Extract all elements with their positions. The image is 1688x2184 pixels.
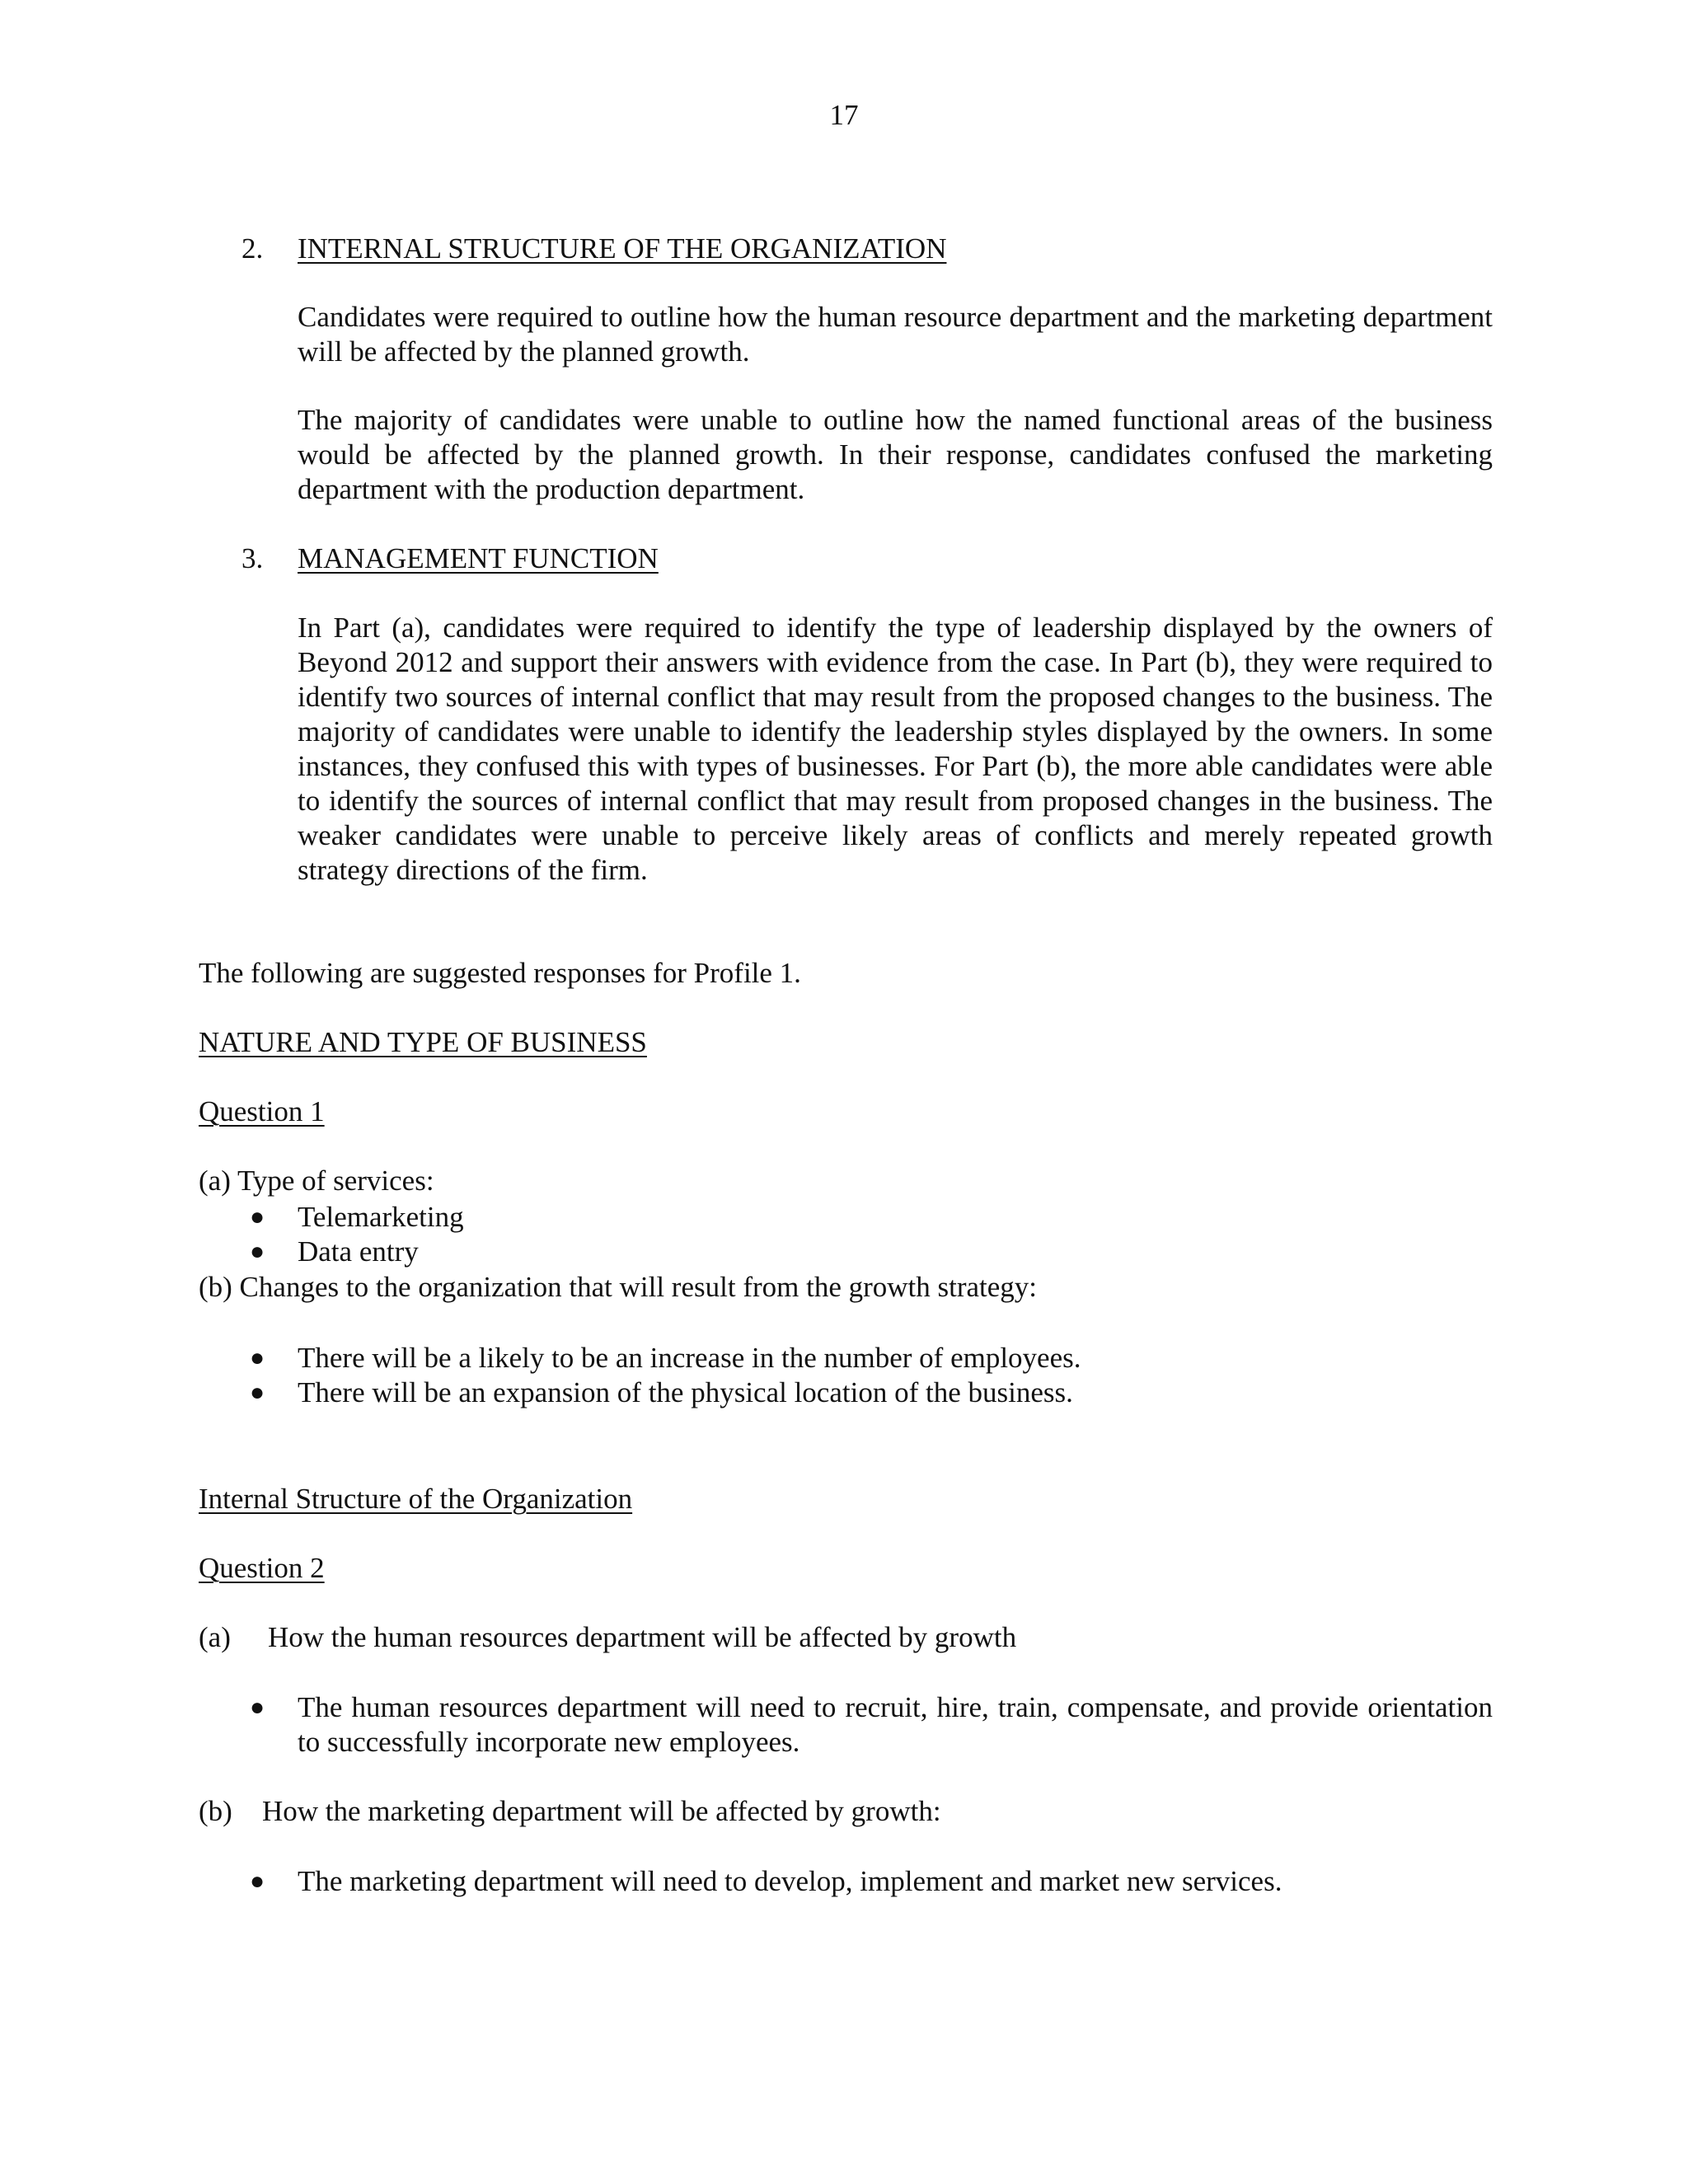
- list-item-text: The human resources department will need to recruit, hire, train, compensate, and provide orientation to successfully incorporate new employees.: [298, 1691, 1493, 1758]
- list-item-text: There will be a likely to be an increase in the number of employees.: [298, 1342, 1081, 1374]
- question-2-part-b-label: How the marketing department will be affected by growth:: [262, 1795, 941, 1827]
- section-3-heading: [298, 541, 659, 576]
- list-item: [199, 1200, 1493, 1235]
- bullet-icon: ●: [250, 1203, 265, 1230]
- list-item: [199, 1376, 1493, 1410]
- question-1-part-a-list: [199, 1200, 1493, 1269]
- section-2-paragraph-2: The majority of candidates were unable to outline how the named functional areas of the business would be affected by the planned growth. In their response, candidates confused the marketing department with the production department.: [298, 404, 1493, 505]
- section-3-number: 3.: [241, 542, 264, 574]
- list-item: [199, 1235, 1493, 1269]
- bullet-icon: ●: [250, 1238, 265, 1265]
- internal-structure-heading: [199, 1482, 1493, 1516]
- bullet-icon: ●: [250, 1868, 265, 1895]
- list-item: [199, 1864, 1493, 1899]
- list-item-text: Data entry: [298, 1235, 419, 1268]
- question-2-part-b-list: [199, 1864, 1493, 1899]
- question-1-heading-text: Question 1: [199, 1095, 325, 1127]
- question-1-part-b-list: [199, 1341, 1493, 1410]
- bullet-icon: ●: [250, 1694, 265, 1721]
- list-item-text: There will be an expansion of the physical location of the business.: [298, 1376, 1073, 1408]
- list-item: [199, 1341, 1493, 1376]
- question-1-heading: [199, 1094, 1493, 1129]
- internal-structure-heading-text: Internal Structure of the Organization: [199, 1483, 633, 1515]
- question-2-heading: [199, 1551, 1493, 1586]
- question-1-part-a-label: (a) Type of services:: [199, 1165, 434, 1197]
- list-item-text: Telemarketing: [298, 1201, 464, 1233]
- page-number: 17: [829, 99, 859, 131]
- section-2-paragraph-1: Candidates were required to outline how the human resource department and the marketing department will be affected by the planned growth.: [298, 301, 1493, 368]
- section-3-heading-text: MANAGEMENT FUNCTION: [298, 542, 659, 574]
- section-2-heading: [298, 232, 946, 266]
- list-item: [199, 1690, 1493, 1760]
- bullet-icon: ●: [250, 1344, 265, 1371]
- nature-heading-text: NATURE AND TYPE OF BUSINESS: [199, 1026, 647, 1058]
- section-3-paragraph: In Part (a), candidates were required to identify the type of leadership displayed by the owners of Beyond 2012 and support their answers with evidence from the case. In Part (b), they were required to identify two sources of internal conflict that may result from the proposed changes to the business. The majority of candidates were unable to identify the leadership styles displayed by the owners. In some instances, they confused this with types of businesses. For Part (b), the more able candidates were able to identify the sources of internal conflict that may result from proposed changes in the business. The weaker candidates were unable to perceive likely areas of conflicts and merely repeated growth strategy directions of the firm.: [298, 612, 1493, 886]
- list-item-text: The marketing department will need to develop, implement and market new services.: [298, 1865, 1282, 1897]
- question-2-part-a-list: [199, 1690, 1493, 1760]
- question-2-heading-text: Question 2: [199, 1552, 325, 1584]
- question-2-part-a-marker: (a): [199, 1621, 231, 1653]
- question-2-part-a-label: How the human resources department will be affected by growth: [268, 1621, 1017, 1653]
- section-2-heading-text: INTERNAL STRUCTURE OF THE ORGANIZATION: [298, 232, 947, 265]
- question-1-part-b-label: (b) Changes to the organization that will result from the growth strategy:: [199, 1271, 1038, 1303]
- bullet-icon: ●: [250, 1379, 265, 1406]
- section-2-number: 2.: [241, 232, 264, 265]
- suggested-responses-intro: The following are suggested responses for Profile 1.: [199, 957, 801, 989]
- nature-heading: [199, 1025, 1493, 1060]
- question-2-part-b-marker: (b): [199, 1795, 232, 1827]
